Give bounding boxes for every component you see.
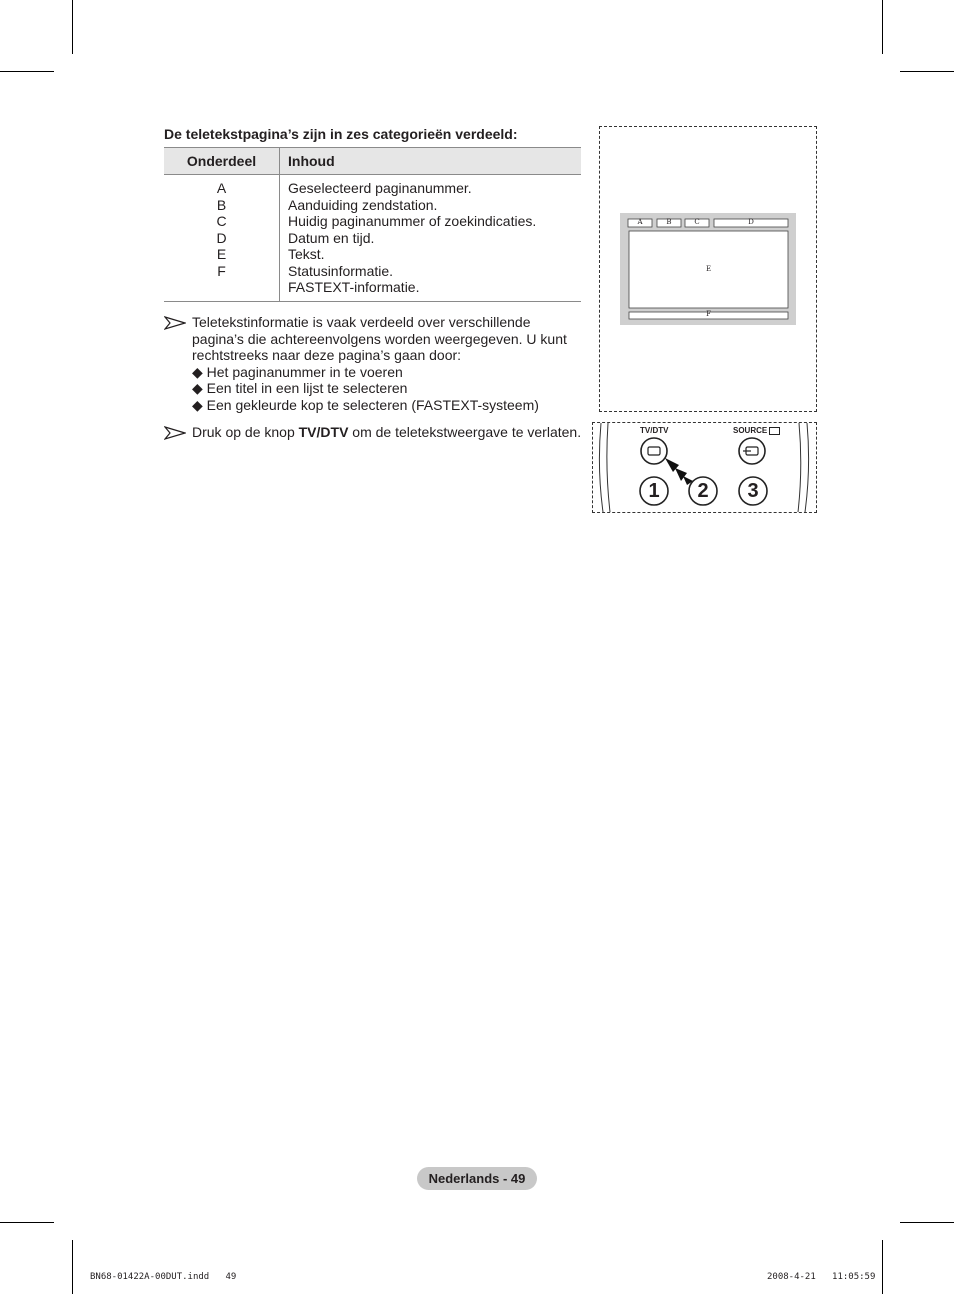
number-button-3[interactable]: 3 [747, 480, 759, 502]
tvdtv-button[interactable] [641, 438, 667, 464]
crop-mark [882, 1240, 883, 1294]
bullet-item: ◆ Een titel in een lijst te selecteren [192, 380, 408, 396]
source-button-label: SOURCE [733, 426, 780, 435]
slug-left: BN68-01422A-00DUT.indd 49 [90, 1272, 237, 1282]
note-exit: Druk op de knop TV/DTV om de teletekstweergave te verlaten. [164, 424, 584, 444]
crop-mark [0, 1222, 54, 1223]
category-table [164, 147, 581, 302]
tvdtv-key-name: TV/DTV [298, 424, 349, 440]
number-button-2[interactable]: 2 [697, 480, 709, 502]
screen-label-e: E [705, 265, 712, 273]
screen-label-d: D [748, 218, 754, 226]
crop-mark [0, 71, 54, 72]
teletext-illustration [599, 126, 817, 412]
note-line: Teletekstinformatie is vaak verdeeld over verschillende [192, 314, 531, 330]
bullet-item: ◆ Het paginanummer in te voeren [192, 363, 403, 380]
note-line: rechtstreeks naar deze pagina’s gaan door: [192, 347, 462, 363]
remote-illustration [592, 422, 817, 513]
slug-right: 2008-4-21 11:05:59 [767, 1272, 876, 1282]
screen-label-a: A [637, 218, 643, 226]
crop-mark [72, 0, 73, 54]
section-heading: De teletekstpagina’s zijn in zes categorieën verdeeld: [164, 126, 518, 142]
screen-label-c: C [694, 218, 700, 226]
note-arrow-icon [164, 316, 186, 330]
source-icon [769, 427, 780, 435]
content-list: Geselecteerd paginanummer. Aanduiding zendstation. Huidig paginanummer of zoekindicaties. Datum en tijd. Tekst. Statusinformatie. FASTEXT-informatie. [280, 175, 582, 302]
screen-label-f: F [706, 310, 711, 318]
page-number-badge: Nederlands - 49 [417, 1167, 537, 1190]
note-arrow-icon [164, 426, 186, 440]
note-line: pagina’s die achtereenvolgens worden weergegeven. U kunt [192, 330, 567, 347]
table-row [164, 175, 581, 302]
part-list: A B C D E F [164, 175, 280, 302]
note-pages [164, 314, 584, 414]
crop-mark [72, 1240, 73, 1294]
crop-mark [900, 1222, 954, 1223]
number-button-1[interactable]: 1 [648, 480, 660, 502]
tvdtv-button-label: TV/DTV [640, 426, 669, 435]
table-header-part: Onderdeel [164, 148, 280, 175]
crop-mark [882, 0, 883, 54]
bullet-item: ◆ Een gekleurde kop te selecteren (FASTEXT-systeem) [192, 396, 539, 413]
screen-label-b: B [666, 218, 672, 226]
table-header-content: Inhoud [280, 148, 582, 175]
source-button[interactable] [739, 438, 765, 464]
crop-mark [900, 71, 954, 72]
